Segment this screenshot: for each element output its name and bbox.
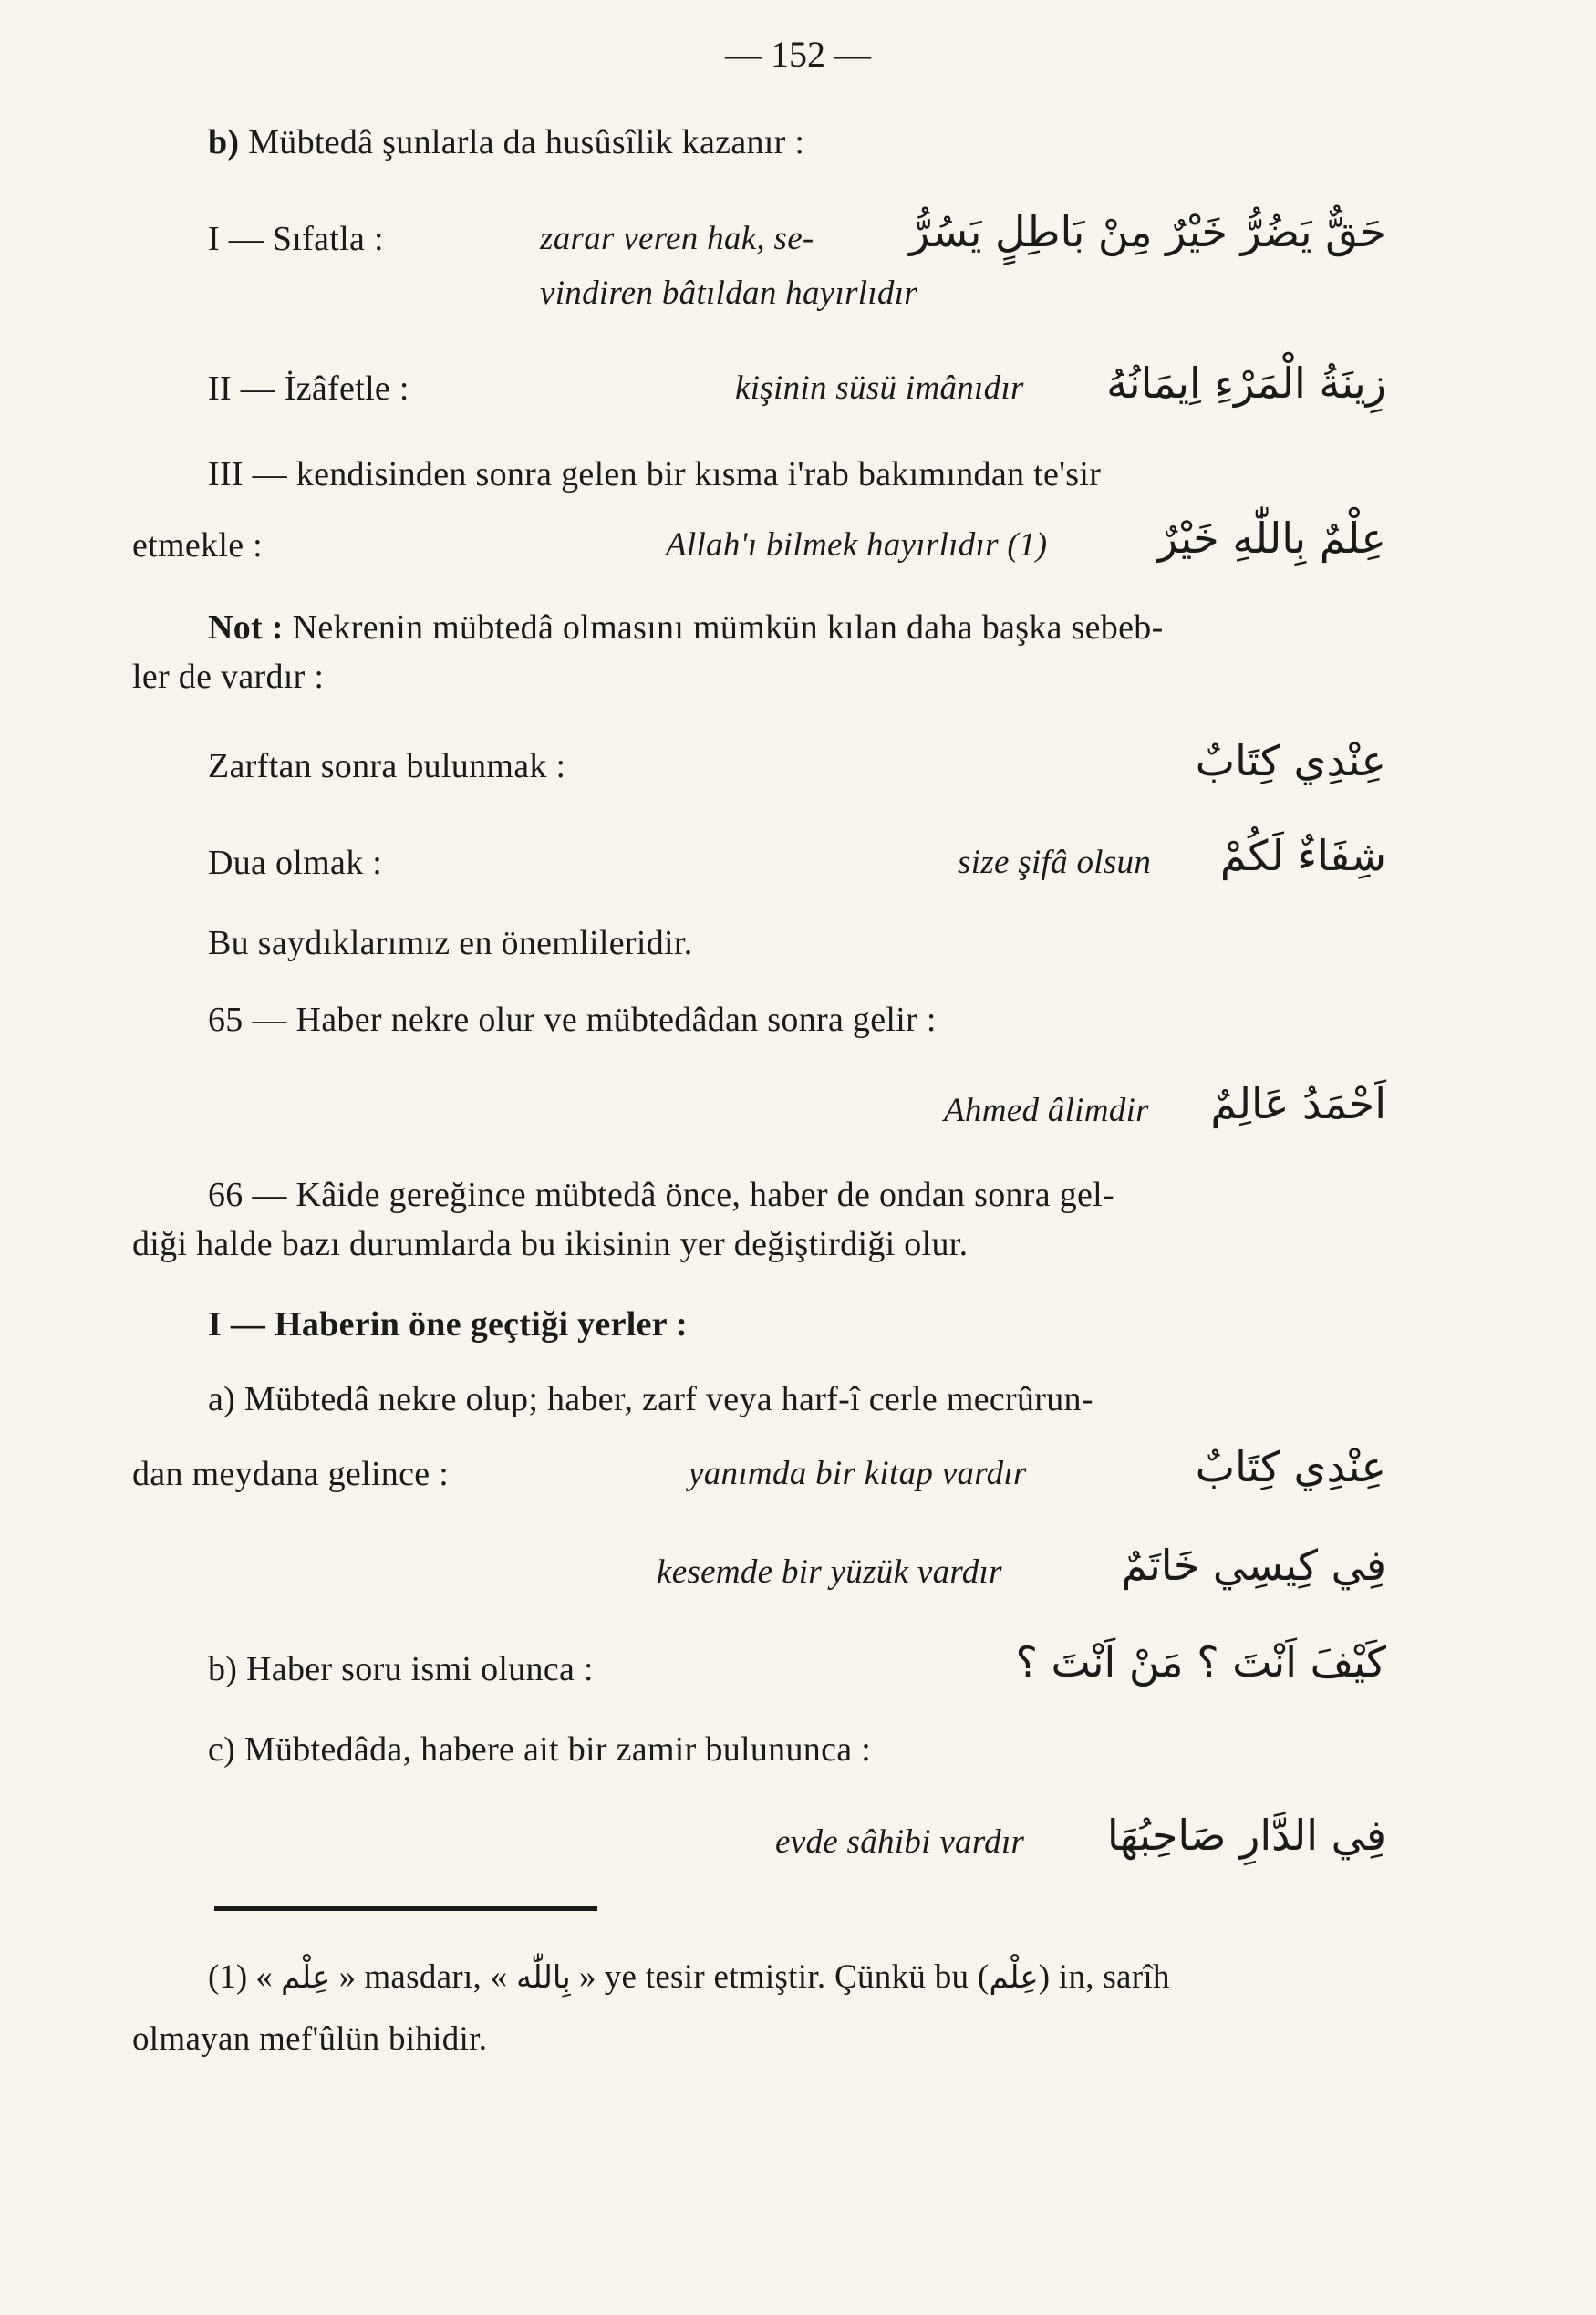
footnote-rule — [214, 1906, 597, 1911]
dua-translation: size şifâ olsun — [958, 844, 1152, 881]
footnote-arabic3: عِلْم — [989, 1959, 1039, 1996]
haberin-a-translation2: kesemde bir yüzük vardır — [657, 1553, 1002, 1591]
page-number: — 152 — — [725, 34, 871, 75]
dua-arabic: شِفَاءٌ لَكُمْ — [1219, 831, 1386, 880]
rule-66-line2: diği halde bazı durumlarda bu ikisinin yer değiştirdiği olur. — [132, 1225, 969, 1263]
rule-65-text: 65 — Haber nekre olur ve mübtedâdan sonra gelir : — [208, 1001, 937, 1039]
sifatla-translation-line1: zarar veren hak, se- — [540, 220, 814, 257]
footnote-arabic1: عِلْم — [281, 1959, 331, 1996]
zarftan-arabic: عِنْدِي كِتَابٌ — [1195, 736, 1386, 785]
footnote-part-d: ) in, sarîh — [1038, 1958, 1170, 1996]
kendisinden-arabic: عِلْمٌ بِاللّٰهِ خَيْرٌ — [1157, 514, 1386, 563]
not-line2: ler de vardır : — [132, 658, 325, 696]
footnote-part-a: (1) « — [208, 1958, 273, 1996]
rule-65-translation: Ahmed âlimdir — [944, 1092, 1149, 1129]
footnote-part-b: » masdarı, « — [338, 1958, 508, 1996]
haberin-b-text: b) Haber soru ismi olunca : — [208, 1650, 594, 1688]
haberin-b-arabic: كَيْفَ اَنْتَ ؟ مَنْ اَنْتَ ؟ — [1015, 1637, 1386, 1687]
haberin-a-arabic2: فِي كِيسِي خَاتَمٌ — [1121, 1541, 1386, 1590]
not-label: Not : — [208, 608, 284, 647]
section-b-text: Mübtedâ şunlarla da husûsîlik kazanır : — [248, 123, 805, 161]
haberin-a-arabic1: عِنْدِي كِتَابٌ — [1195, 1442, 1386, 1491]
izafetle-arabic: زِينَةُ الْمَرْءِ اِيمَانُهُ — [1106, 358, 1386, 408]
haberin-a-translation1: yanımda bir kitap vardır — [689, 1455, 1027, 1492]
bu-saydiklarimiz: Bu saydıklarımız en önemlileridir. — [208, 924, 693, 962]
haberin-c-text: c) Mübtedâda, habere ait bir zamir bulununca : — [208, 1730, 872, 1769]
sifatla-label: I — Sıfatla : — [208, 220, 384, 258]
zarftan-label: Zarftan sonra bulunmak : — [208, 747, 566, 785]
rule-65-arabic: اَحْمَدُ عَالِمٌ — [1210, 1079, 1386, 1128]
izafetle-label: II — İzâfetle : — [208, 369, 409, 408]
haberin-c-translation: evde sâhibi vardır — [775, 1823, 1025, 1861]
not-text: Nekrenin mübtedâ olmasını mümkün kılan daha başka sebeb- — [292, 608, 1164, 647]
footnote-line2: olmayan mef'ûlün bihidir. — [132, 2020, 488, 2058]
sifatla-translation-line2: vindiren bâtıldan hayırlıdır — [540, 275, 918, 312]
kendisinden-translation: Allah'ı bilmek hayırlıdır (1) — [666, 526, 1048, 564]
not-line1 — [208, 606, 1164, 649]
izafetle-translation: kişinin süsü imânıdır — [735, 369, 1024, 407]
kendisinden-label: etmekle : — [132, 526, 264, 565]
dua-label: Dua olmak : — [208, 844, 383, 882]
section-b-heading — [208, 120, 804, 164]
haberin-a-line1: a) Mübtedâ nekre olup; haber, zarf veya harf-î cerle mecrûrun- — [208, 1380, 1093, 1418]
haberin-a-line2: dan meydana gelince : — [132, 1455, 450, 1493]
haberin-one-label: I — Haberin öne geçtiği yerler : — [208, 1305, 688, 1344]
kendisinden-line1: III — kendisinden sonra gelen bir kısma i'rab bakımından te'sir — [208, 455, 1102, 493]
footnote-line1 — [208, 1952, 1170, 2003]
section-b-marker: b) — [208, 123, 240, 161]
footnote-arabic2: بِاللّٰه — [516, 1959, 571, 1996]
haberin-c-arabic: فِي الدَّارِ صَاحِبُهَا — [1106, 1811, 1386, 1860]
rule-66-line1: 66 — Kâide gereğince mübtedâ önce, haber de ondan sonra gel- — [208, 1176, 1114, 1214]
sifatla-arabic: حَقٌّ يَضُرُّ خَيْرٌ مِنْ بَاطِلٍ يَسُرُّ — [909, 207, 1386, 256]
footnote-part-c: » ye tesir etmiştir. Çünkü bu ( — [578, 1958, 990, 1996]
